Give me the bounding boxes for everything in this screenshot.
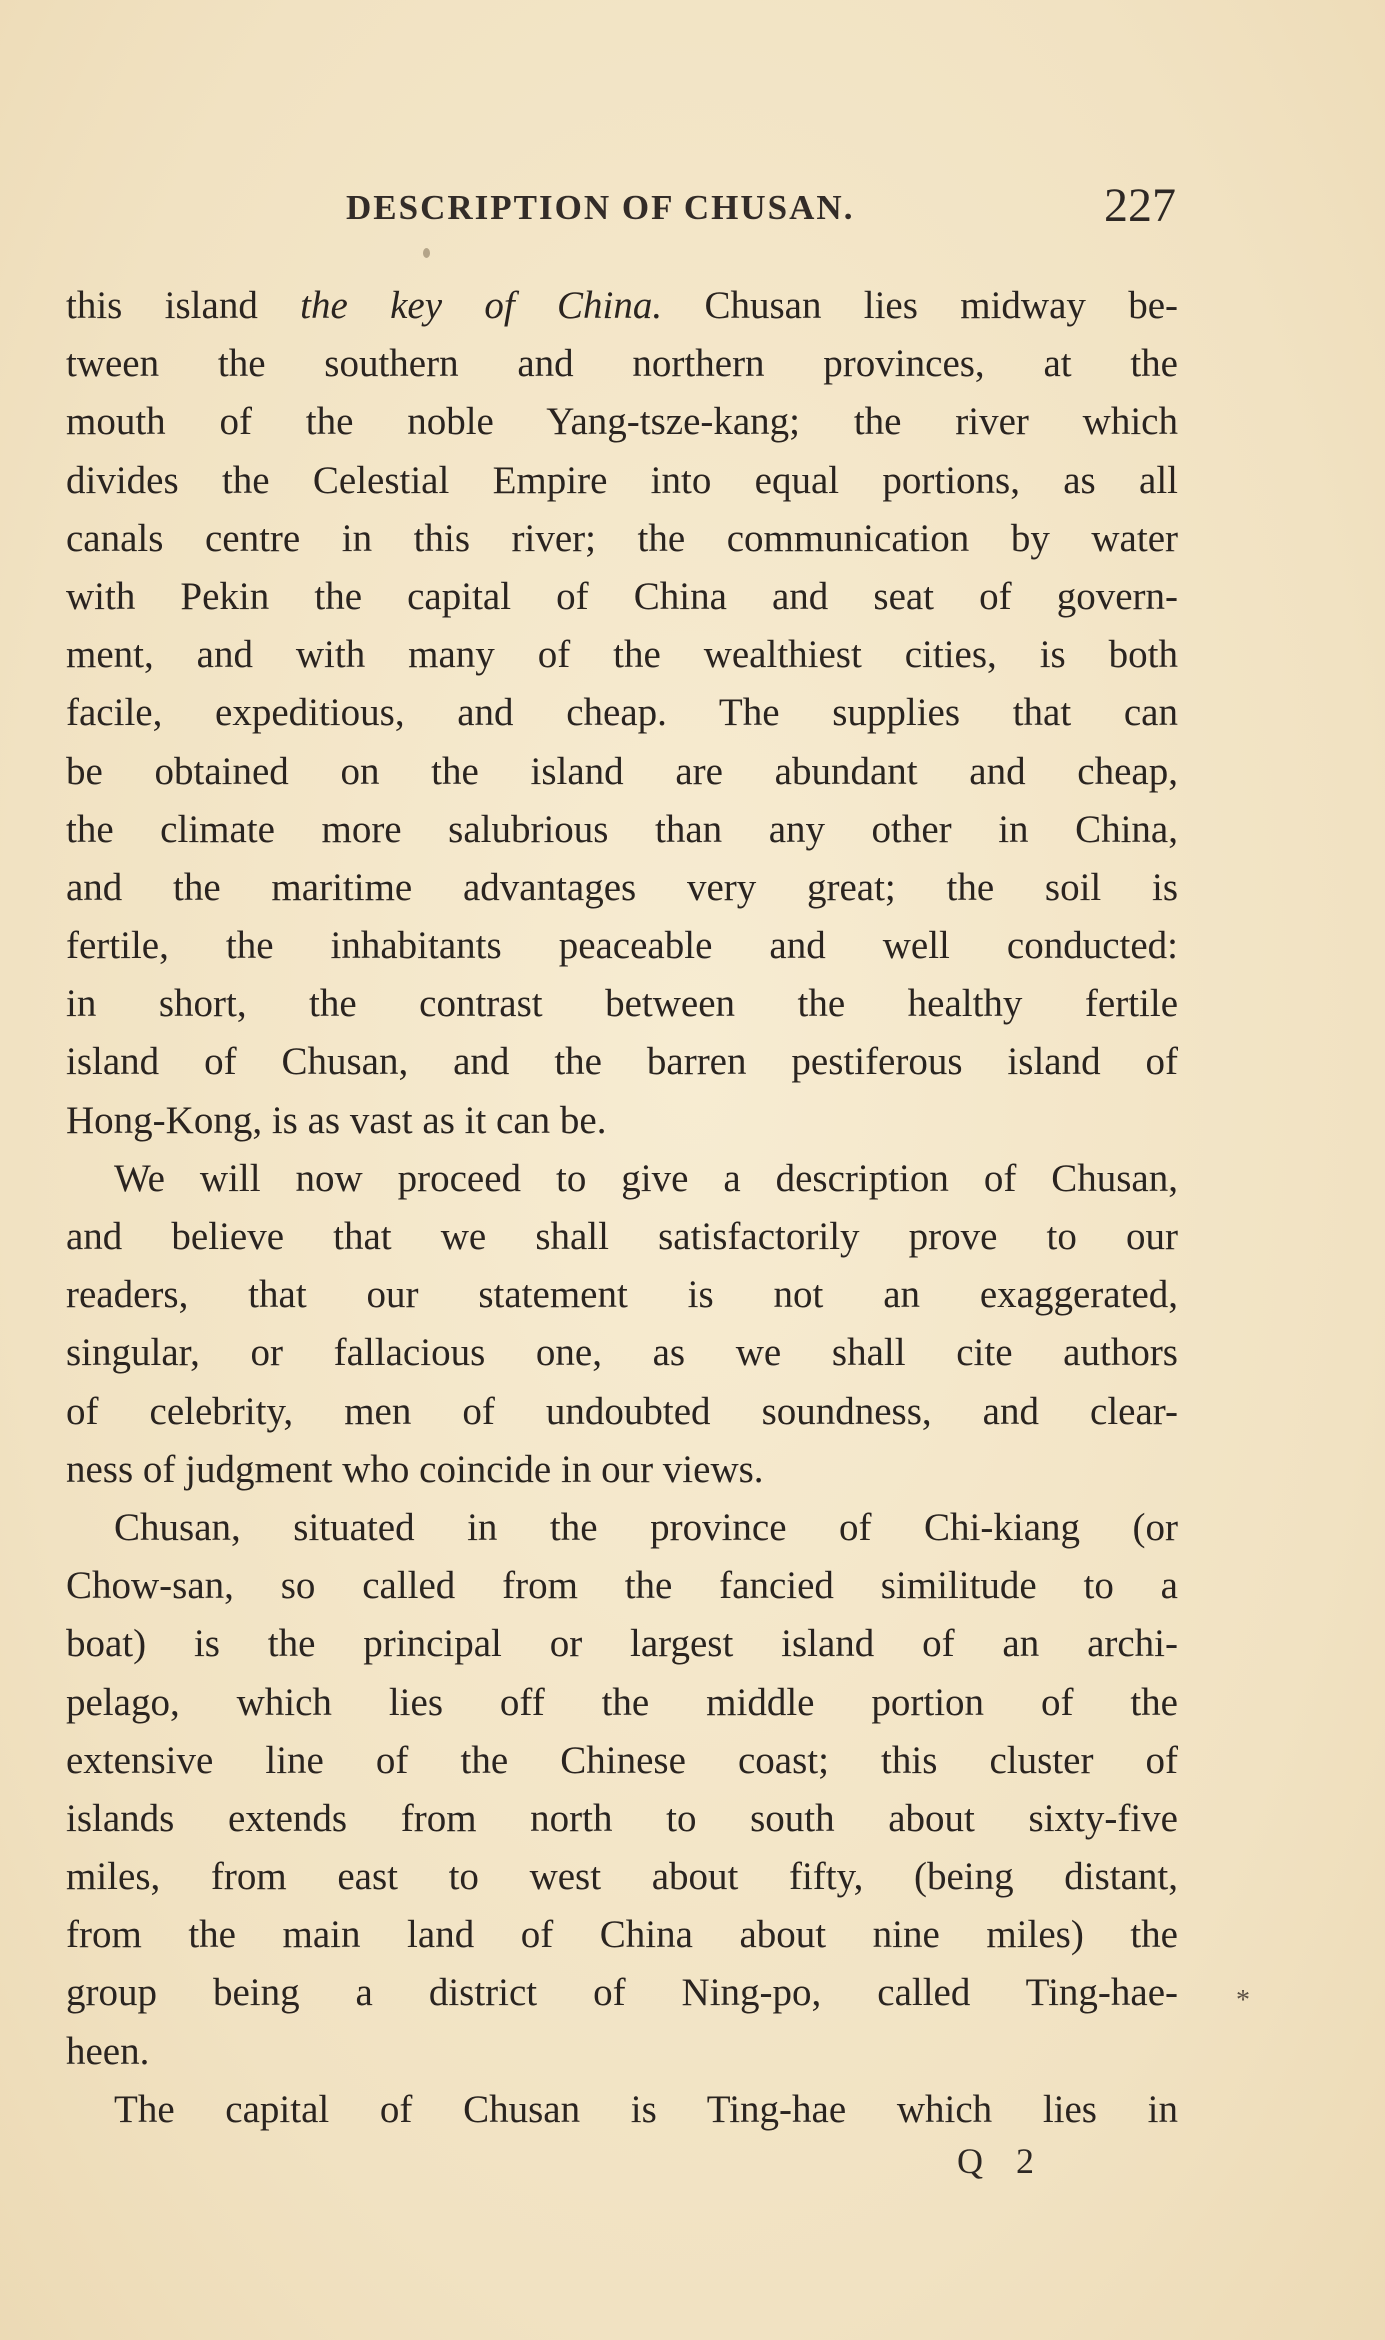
text-line: with Pekin the capital of China and seat of govern- xyxy=(66,574,1178,618)
text-line: be obtained on the island are abundant and cheap, xyxy=(66,749,1178,793)
page-number: 227 xyxy=(1104,179,1176,232)
text-line: island of Chusan, and the barren pestiferous island of xyxy=(66,1040,1178,1084)
text-line: from the main land of China about nine miles) the xyxy=(66,1913,1178,1957)
text-line: pelago, which lies off the middle portion of the xyxy=(66,1680,1178,1724)
ink-speck xyxy=(423,248,430,258)
text-line: readers, that our statement is not an exaggerated, xyxy=(66,1273,1178,1317)
text-line: miles, from east to west about fifty, (being distant, xyxy=(66,1855,1178,1899)
body-text xyxy=(66,277,1178,2139)
text-line: singular, or fallacious one, as we shall cite authors xyxy=(66,1331,1178,1375)
text-line: in short, the contrast between the healthy fertile xyxy=(66,982,1178,1026)
text-line: and believe that we shall satisfactorily prove to our xyxy=(66,1215,1178,1258)
text-line: fertile, the inhabitants peaceable and well conducted: xyxy=(66,924,1178,968)
text-line: and the maritime advantages very great; the soil is xyxy=(66,865,1178,909)
text-line: divides the Celestial Empire into equal portions, as all xyxy=(66,458,1178,502)
running-head xyxy=(66,179,1176,242)
text-line: tween the southern and northern provinces, at the xyxy=(66,342,1178,386)
text-line: group being a district of Ning-po, called Ting-hae- xyxy=(66,1971,1178,2015)
text-line: ness of judgment who coincide in our views. xyxy=(66,1447,764,1491)
text-line: islands extends from north to south about sixty-five xyxy=(66,1796,1178,1840)
text-line: heen. xyxy=(66,2029,150,2073)
text-line: mouth of the noble Yang-tsze-kang; the river which xyxy=(66,400,1178,444)
text-line: the climate more salubrious than any other in China, xyxy=(66,807,1178,851)
text-line: We will now proceed to give a description of Chusan, xyxy=(114,1156,1178,1200)
text-line: ment, and with many of the wealthiest cities, is both xyxy=(66,633,1178,677)
text-line: Chusan, situated in the province of Chi-kiang (or xyxy=(114,1505,1178,1549)
margin-mark: * xyxy=(1236,1985,1250,2016)
text-line: boat) is the principal or largest island of an archi- xyxy=(66,1622,1178,1666)
text-line: The capital of Chusan is Ting-hae which lies in xyxy=(114,2087,1178,2131)
text-line: canals centre in this river; the communication by water xyxy=(66,516,1178,560)
running-head-title: DESCRIPTION OF CHUSAN. xyxy=(346,188,855,227)
signature-mark: Q 2 xyxy=(957,2141,1046,2181)
text-line: this island the key of China. Chusan lies midway be- xyxy=(66,284,1178,327)
text-line: of celebrity, men of undoubted soundness, and clear- xyxy=(66,1389,1178,1433)
emphasis-phrase: the key of China. xyxy=(300,284,663,327)
text-line: extensive line of the Chinese coast; this cluster of xyxy=(66,1738,1178,1782)
text-line: facile, expeditious, and cheap. The supplies that can xyxy=(66,691,1178,735)
text-line: Chow-san, so called from the fancied similitude to a xyxy=(66,1564,1178,1608)
text-line: Hong-Kong, is as vast as it can be. xyxy=(66,1098,607,1142)
